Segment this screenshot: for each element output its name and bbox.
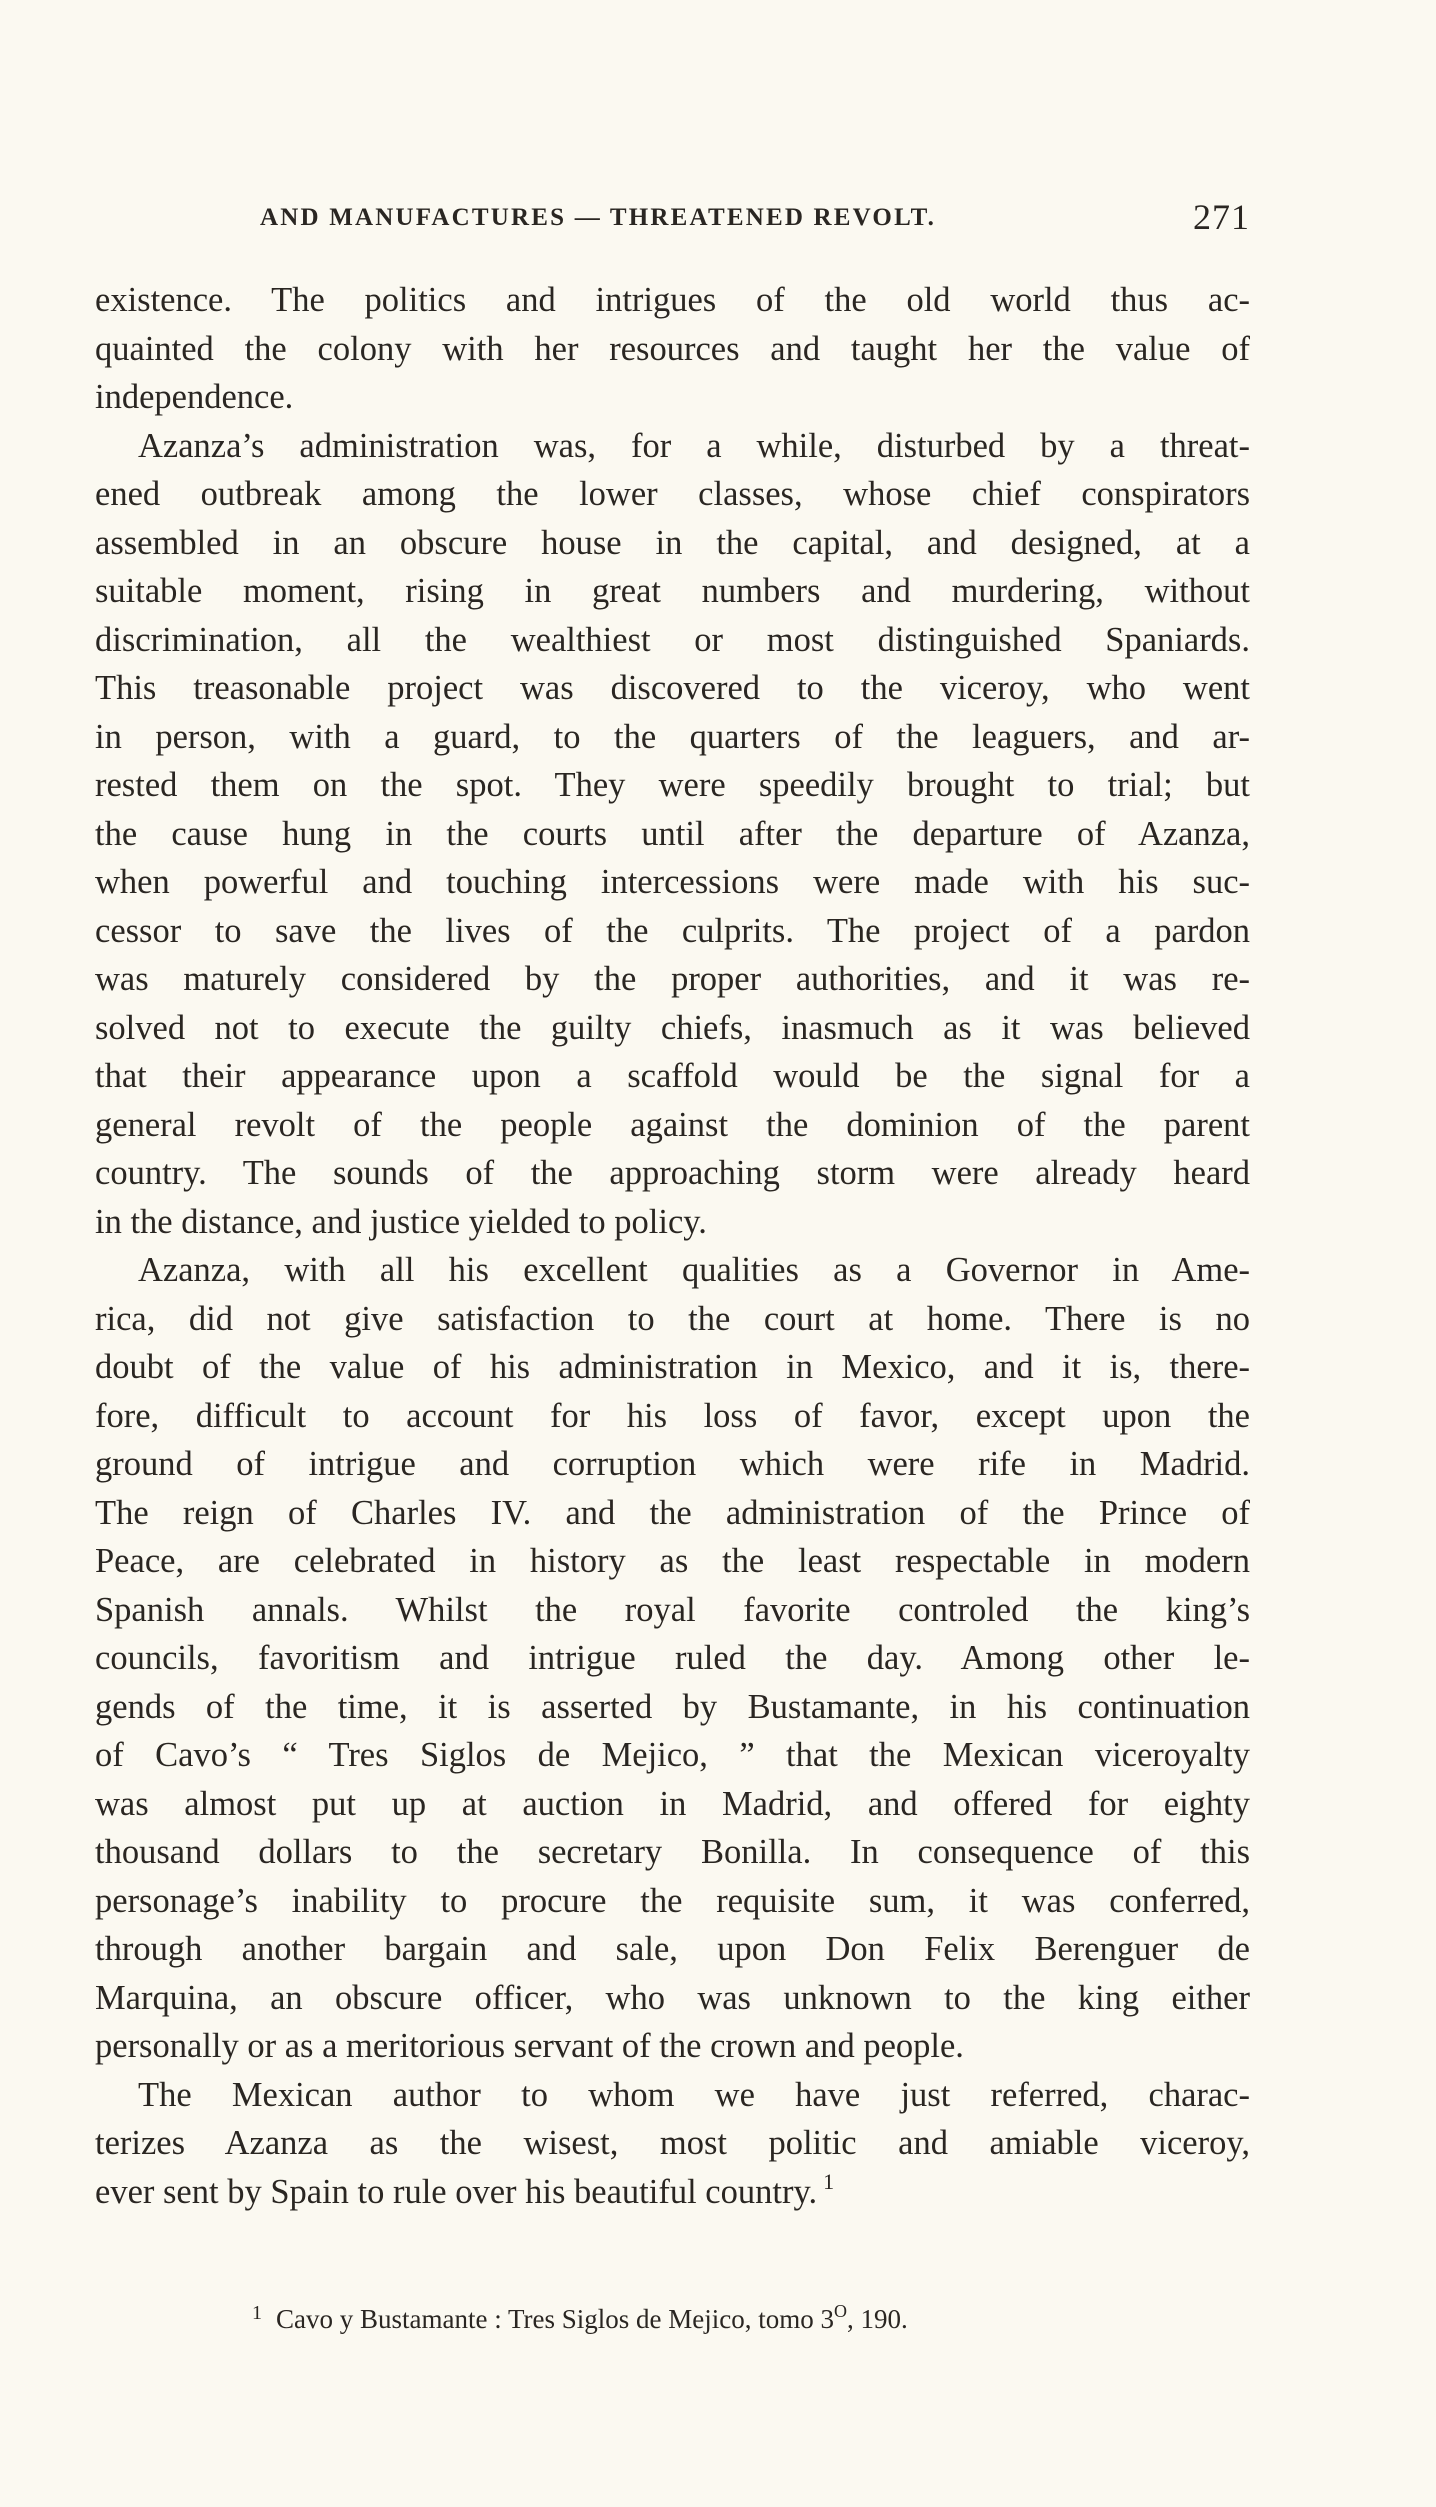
text-line: Azanza, with all his excellent qualities as a Governor in Ame- xyxy=(138,1251,1250,1289)
running-title: AND MANUFACTURES — THREATENED REVOLT. xyxy=(260,204,937,231)
text-line: ened outbreak among the lower classes, whose chief conspirators xyxy=(95,475,1250,513)
text-line: discrimination, all the wealthiest or most distinguished Spaniards. xyxy=(95,620,1250,659)
text-line: was almost put up at auction in Madrid, and offered for eighty xyxy=(95,1784,1250,1823)
text-line: gends of the time, it is asserted by Bustamante, in his continuation xyxy=(95,1687,1250,1726)
text-line: assembled in an obscure house in the capital, and designed, at a xyxy=(95,523,1250,562)
text-line: when powerful and touching intercessions were made with his suc- xyxy=(95,863,1250,901)
footnote-superscript: O xyxy=(834,2301,847,2321)
text-line: ground of intrigue and corruption which were rife in Madrid. xyxy=(95,1445,1250,1483)
page-number: 271 xyxy=(1193,197,1250,237)
text-line: ever sent by Spain to rule over his beautiful country. xyxy=(95,2172,818,2211)
footnote-text: Cavo y Bustamante : Tres Siglos de Mejico, tomo 3 xyxy=(276,2304,834,2334)
text-line: The reign of Charles IV. and the administration of the Prince of xyxy=(95,1493,1250,1532)
text-line: that their appearance upon a scaffold would be the signal for a xyxy=(95,1057,1250,1095)
running-head xyxy=(110,196,1250,246)
text-line: Peace, are celebrated in history as the least respectable in modern xyxy=(95,1542,1250,1580)
text-line: terizes Azanza as the wisest, most politic and amiable viceroy, xyxy=(95,2124,1250,2162)
body-text xyxy=(95,276,1250,2216)
text-line: solved not to execute the guilty chiefs, inasmuch as it was believed xyxy=(95,1008,1250,1047)
text-line: in the distance, and justice yielded to policy. xyxy=(95,1202,707,1241)
text-line: rested them on the spot. They were speedily brought to trial; but xyxy=(95,766,1250,804)
text-line: doubt of the value of his administration in Mexico, and it is, there- xyxy=(95,1348,1250,1386)
text-line: personally or as a meritorious servant of the crown and people. xyxy=(95,2027,964,2065)
text-line: country. The sounds of the approaching storm were already heard xyxy=(95,1154,1250,1192)
text-line: The Mexican author to whom we have just referred, charac- xyxy=(138,2075,1250,2114)
footnote-tail: , 190. xyxy=(847,2304,908,2334)
text-line: councils, favoritism and intrigue ruled the day. Among other le- xyxy=(95,1639,1250,1677)
text-line: rica, did not give satisfaction to the court at home. There is no xyxy=(95,1299,1250,1338)
footnote-marker: 1 xyxy=(252,2302,262,2324)
text-line: the cause hung in the courts until after the departure of Azanza, xyxy=(95,814,1250,853)
text-line: Azanza’s administration was, for a while, disturbed by a threat- xyxy=(138,426,1250,465)
text-line: existence. The politics and intrigues of the old world thus ac- xyxy=(95,281,1250,319)
text-line: personage’s inability to procure the requisite sum, it was conferred, xyxy=(95,1881,1250,1920)
text-line: quainted the colony with her resources and taught her the value of xyxy=(95,329,1250,368)
text-line: This treasonable project was discovered to the viceroy, who went xyxy=(95,669,1250,707)
text-line: thousand dollars to the secretary Bonilla. In consequence of this xyxy=(95,1833,1250,1871)
text-line: was maturely considered by the proper authorities, and it was re- xyxy=(95,960,1250,998)
footnote xyxy=(252,2301,908,2335)
text-line: in person, with a guard, to the quarters of the leaguers, and ar- xyxy=(95,717,1250,756)
text-line: through another bargain and sale, upon Don Felix Berenguer de xyxy=(95,1930,1250,1968)
text-line: general revolt of the people against the dominion of the parent xyxy=(95,1105,1250,1144)
text-line: of Cavo’s “ Tres Siglos de Mejico, ” that the Mexican viceroyalty xyxy=(95,1736,1250,1774)
text-line: independence. xyxy=(95,378,294,416)
text-line: cessor to save the lives of the culprits. The project of a pardon xyxy=(95,911,1250,950)
text-line: fore, difficult to account for his loss of favor, except upon the xyxy=(95,1396,1250,1435)
text-line: Marquina, an obscure officer, who was unknown to the king either xyxy=(95,1978,1250,2017)
text-line: Spanish annals. Whilst the royal favorite controled the king’s xyxy=(95,1590,1250,1629)
footnote-reference: 1 xyxy=(823,2168,835,2194)
text-line: suitable moment, rising in great numbers and murdering, without xyxy=(95,572,1250,610)
text-line-last xyxy=(95,2168,1250,2217)
